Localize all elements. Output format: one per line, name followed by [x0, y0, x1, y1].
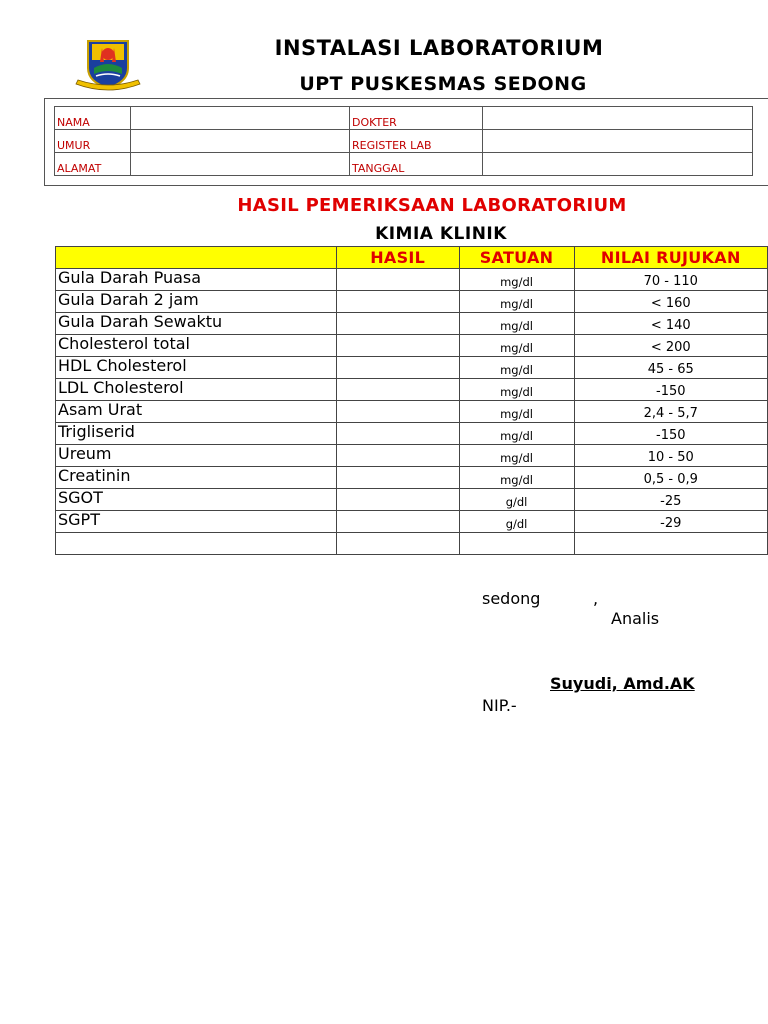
- test-name: Gula Darah 2 jam: [56, 291, 337, 313]
- table-row: [56, 269, 768, 291]
- column-header-test: [56, 247, 337, 269]
- unit-cell: mg/dl: [459, 445, 574, 467]
- table-row: [56, 291, 768, 313]
- reference-cell: < 200: [574, 335, 767, 357]
- result-cell[interactable]: [336, 423, 459, 445]
- reference-cell: < 160: [574, 291, 767, 313]
- unit-cell: mg/dl: [459, 379, 574, 401]
- unit-cell: mg/dl: [459, 335, 574, 357]
- test-name: Gula Darah Puasa: [56, 269, 337, 291]
- table-row: [56, 313, 768, 335]
- result-cell[interactable]: [336, 445, 459, 467]
- reference-cell: -150: [574, 423, 767, 445]
- unit-cell: [459, 533, 574, 555]
- column-header-result: HASIL: [336, 247, 459, 269]
- table-row: [56, 423, 768, 445]
- address-label: ALAMAT: [55, 153, 131, 176]
- reference-cell: -150: [574, 379, 767, 401]
- reference-cell: 0,5 - 0,9: [574, 467, 767, 489]
- info-row-name: [55, 107, 753, 130]
- unit-cell: g/dl: [459, 489, 574, 511]
- doctor-label: DOKTER: [350, 107, 483, 130]
- register-lab-field[interactable]: [483, 130, 753, 153]
- result-cell[interactable]: [336, 313, 459, 335]
- result-cell[interactable]: [336, 357, 459, 379]
- result-cell[interactable]: [336, 467, 459, 489]
- column-header-unit: SATUAN: [459, 247, 574, 269]
- result-cell[interactable]: [336, 489, 459, 511]
- table-row: [56, 511, 768, 533]
- test-name: Trigliserid: [56, 423, 337, 445]
- signature-place: sedong: [482, 589, 541, 608]
- lab-table-header: [56, 247, 768, 269]
- reference-cell: -29: [574, 511, 767, 533]
- test-name: Ureum: [56, 445, 337, 467]
- signature-comma: ,: [593, 589, 599, 608]
- result-cell[interactable]: [336, 401, 459, 423]
- info-row-age: [55, 130, 753, 153]
- unit-cell: mg/dl: [459, 423, 574, 445]
- date-field[interactable]: [483, 153, 753, 176]
- test-name: Asam Urat: [56, 401, 337, 423]
- test-name: Gula Darah Sewaktu: [56, 313, 337, 335]
- table-row: [56, 533, 768, 555]
- lab-results-table: [55, 246, 768, 555]
- result-cell[interactable]: [336, 511, 459, 533]
- patient-info-table: [54, 106, 753, 176]
- unit-cell: g/dl: [459, 511, 574, 533]
- reference-cell: [574, 533, 767, 555]
- test-name: SGPT: [56, 511, 337, 533]
- reference-cell: -25: [574, 489, 767, 511]
- unit-cell: mg/dl: [459, 313, 574, 335]
- table-row: [56, 467, 768, 489]
- page-title: INSTALASI LABORATORIUM: [274, 36, 604, 60]
- column-header-reference: NILAI RUJUKAN: [574, 247, 767, 269]
- table-row: [56, 379, 768, 401]
- reference-cell: < 140: [574, 313, 767, 335]
- unit-cell: mg/dl: [459, 291, 574, 313]
- unit-cell: mg/dl: [459, 357, 574, 379]
- unit-cell: mg/dl: [459, 269, 574, 291]
- test-name: [56, 533, 337, 555]
- page-subtitle: UPT PUSKESMAS SEDONG: [299, 73, 587, 95]
- table-row: [56, 335, 768, 357]
- test-name: Creatinin: [56, 467, 337, 489]
- table-row: [56, 489, 768, 511]
- address-field[interactable]: [131, 153, 350, 176]
- age-label: UMUR: [55, 130, 131, 153]
- unit-cell: mg/dl: [459, 467, 574, 489]
- unit-cell: mg/dl: [459, 401, 574, 423]
- name-field[interactable]: [131, 107, 350, 130]
- age-field[interactable]: [131, 130, 350, 153]
- signature-name: Suyudi, Amd.AK: [550, 674, 695, 693]
- result-cell[interactable]: [336, 379, 459, 401]
- reference-cell: 70 - 110: [574, 269, 767, 291]
- report-section-title: KIMIA KLINIK: [375, 224, 507, 244]
- info-row-address: [55, 153, 753, 176]
- test-name: SGOT: [56, 489, 337, 511]
- name-label: NAMA: [55, 107, 131, 130]
- table-row: [56, 357, 768, 379]
- test-name: HDL Cholesterol: [56, 357, 337, 379]
- signature-nip: NIP.-: [482, 696, 517, 715]
- signature-role: Analis: [611, 609, 660, 628]
- doctor-field[interactable]: [483, 107, 753, 130]
- table-row: [56, 401, 768, 423]
- test-name: LDL Cholesterol: [56, 379, 337, 401]
- result-cell[interactable]: [336, 533, 459, 555]
- date-label: TANGGAL: [350, 153, 483, 176]
- register-lab-label: REGISTER LAB: [350, 130, 483, 153]
- test-name: Cholesterol total: [56, 335, 337, 357]
- result-cell[interactable]: [336, 291, 459, 313]
- reference-cell: 10 - 50: [574, 445, 767, 467]
- result-cell[interactable]: [336, 269, 459, 291]
- reference-cell: 2,4 - 5,7: [574, 401, 767, 423]
- table-row: [56, 445, 768, 467]
- reference-cell: 45 - 65: [574, 357, 767, 379]
- report-title: HASIL PEMERIKSAAN LABORATORIUM: [237, 195, 627, 216]
- result-cell[interactable]: [336, 335, 459, 357]
